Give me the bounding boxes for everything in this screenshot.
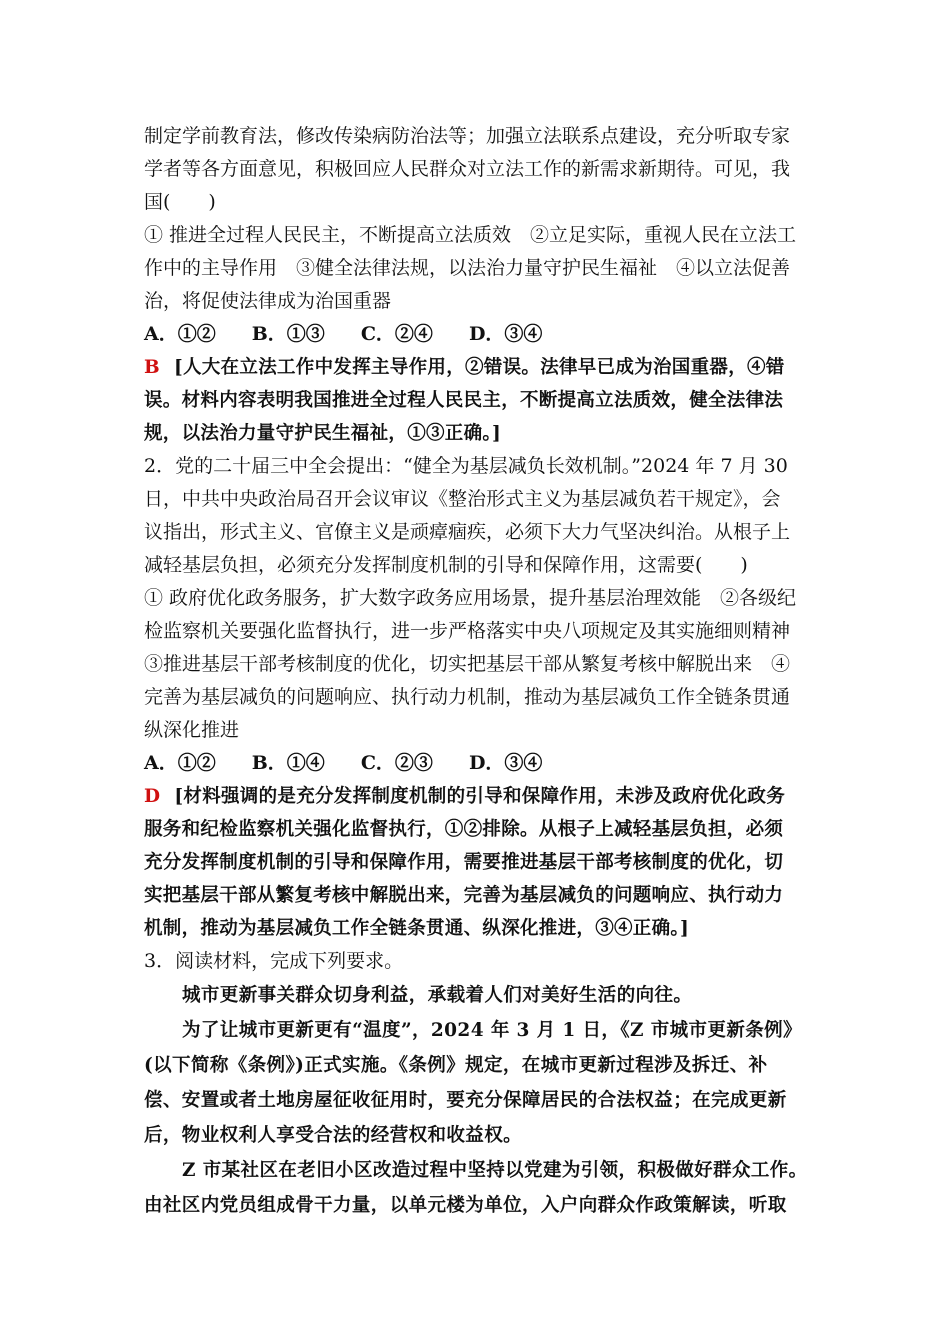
q2-item-line: ③推进基层干部考核制度的优化，切实把基层干部从繁复考核中解脱出来 ④: [144, 653, 791, 675]
q2-answer-key: D: [144, 786, 161, 807]
q2-analysis-text: [材料强调的是充分发挥制度机制的引导和保障作用，未涉及政府优化政务: [174, 786, 785, 807]
q2-stem-line: 减轻基层负担，必须充分发挥制度机制的引导和保障作用，这需要( ): [144, 554, 748, 576]
q1-option-b: B．①③: [251, 323, 325, 345]
q2-options: [144, 747, 809, 780]
q1-analysis-line: 规，以法治力量守护民生福祉，①③正确。]: [144, 423, 502, 444]
q2-item-line: ① 政府优化政务服务，扩大数字政务应用场景，提升基层治理效能 ②各级纪: [144, 587, 797, 609]
q1-option-a: A．①②: [144, 323, 216, 345]
q1-options: [144, 318, 809, 351]
question-2: [144, 450, 809, 945]
q1-item-line: 作中的主导作用 ③健全法律法规，以法治力量守护民生福祉 ④以立法促善: [144, 257, 791, 279]
q2-item-line: 完善为基层减负的问题响应、执行动力机制，推动为基层减负工作全链条贯通: [144, 686, 791, 708]
q2-item-line: 检监察机关要强化监督执行，进一步严格落实中央八项规定及其实施细则精神: [144, 620, 791, 642]
q2-analysis-line: 机制，推动为基层减负工作全链条贯通、纵深化推进，③④正确。]: [144, 918, 690, 939]
q3-material-line: 由社区内党员组成骨干力量，以单元楼为单位，入户向群众作政策解读，听取: [144, 1195, 787, 1216]
q1-item-line: ① 推进全过程人民民主，不断提高立法质效 ②立足实际，重视人民在立法工: [144, 224, 797, 246]
question-1: [144, 120, 809, 450]
q2-item-line: 纵深化推进: [144, 719, 240, 741]
q1-option-c: C．②④: [360, 323, 433, 345]
question-3: [144, 945, 809, 1223]
q1-analysis-text: [人大在立法工作中发挥主导作用，②错误。法律早已成为治国重器，④错: [173, 357, 785, 378]
q1-item-line: 治，将促使法律成为治国重器: [144, 290, 392, 312]
q1-option-d: D．③④: [468, 323, 543, 345]
q2-stem-line: 议指出，形式主义、官僚主义是顽瘴痼疾，必须下大力气坚决纠治。从根子上: [144, 521, 791, 543]
q1-analysis-line: 误。材料内容表明我国推进全过程人民民主，不断提高立法质效，健全法律法: [144, 390, 784, 411]
q1-answer-key: B: [144, 357, 160, 378]
q3-material-line: 后，物业权利人享受合法的经营权和收益权。: [144, 1125, 523, 1146]
q2-option-d: D．③④: [468, 752, 543, 774]
q2-option-b: B．①④: [251, 752, 325, 774]
document-page: [144, 120, 809, 1223]
q2-stem-line: 日，中共中央政治局召开会议审议《整治形式主义为基层减负若干规定》，会: [144, 488, 781, 510]
q1-stem-line: 制定学前教育法，修改传染病防治法等；加强立法联系点建设，充分听取专家: [144, 125, 791, 147]
q3-material-line: (以下简称《条例》)正式实施。《条例》规定，在城市更新过程涉及拆迁、补: [144, 1055, 768, 1076]
q2-analysis-line: [144, 780, 809, 813]
q2-analysis-line: 实把基层干部从繁复考核中解脱出来，完善为基层减负的问题响应、执行动力: [144, 885, 784, 906]
q3-material-line: 城市更新事关群众切身利益，承载着人们对美好生活的向往。: [182, 985, 693, 1006]
q3-stem: 3．阅读材料，完成下列要求。: [144, 950, 404, 972]
q2-analysis-line: 服务和纪检监察机关强化监督执行，①②排除。从根子上减轻基层负担，必须: [144, 819, 784, 840]
q2-option-c: C．②③: [360, 752, 433, 774]
q2-stem-line: 2．党的二十届三中全会提出：“健全为基层减负长效机制。”2024 年 7 月 30: [144, 455, 788, 477]
q1-analysis-line: [144, 351, 809, 384]
q3-material-line: 为了让城市更新更有“温度”，2024 年 3 月 1 日，《Z 市城市更新条例》: [182, 1020, 802, 1041]
q2-analysis-line: 充分发挥制度机制的引导和保障作用，需要推进基层干部考核制度的优化，切: [144, 852, 784, 873]
q3-material-line: Z 市某社区在老旧小区改造过程中坚持以党建为引领，积极做好群众工作。: [182, 1160, 808, 1181]
q3-material-line: 偿、安置或者土地房屋征收征用时，要充分保障居民的合法权益；在完成更新: [144, 1090, 787, 1111]
q1-stem-line: 国( ): [144, 191, 216, 213]
q1-stem-line: 学者等各方面意见，积极回应人民群众对立法工作的新需求新期待。可见，我: [144, 158, 791, 180]
q2-option-a: A．①②: [144, 752, 216, 774]
